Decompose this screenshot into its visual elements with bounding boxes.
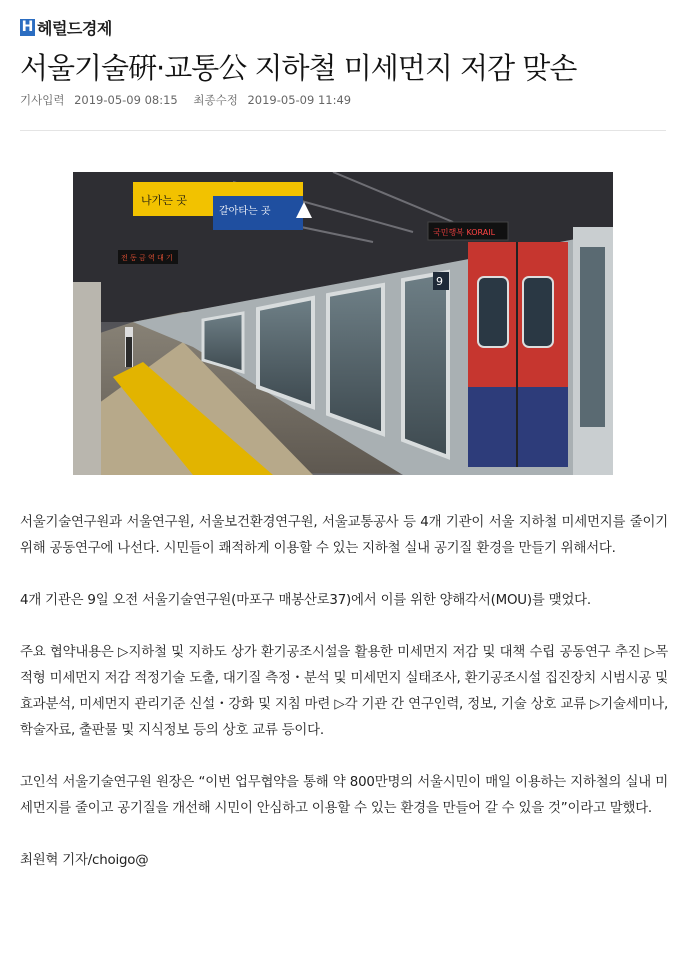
- paragraph: 서울기술연구원과 서울연구원, 서울보건환경연구원, 서울교통공사 등 4개 기관이 서울 지하철 미세먼지를 줄이기 위해 공동연구에 나선다. 시민들이 쾌적하게 이용할 수 있는 지하철 실내 공기질 환경을 만들기 위해서다.: [20, 515, 668, 556]
- paragraph: 주요 협약내용은 ▷지하철 및 지하도 상가 환기공조시설을 활용한 미세먼지 저감 및 대책 수립 공동연구 추진 ▷목적형 미세먼지 저감 적정기술 도출, 대기질 측정・분석 및 미세먼지 실태조사, 환기공조시설 집진장치 시범시공 및 효과분석, 미세먼지 관리기준 신설・강화 및 지침 마련 ▷각 기관 간 연구인력, 정보, 기술 상호 교류 ▷기술세미나, 학술자료, 출판물 및 지식정보 등의 상호 교류 등이다.: [20, 645, 668, 738]
- exit-sign: 나가는 곳: [141, 194, 188, 207]
- modified-time: 2019-05-09 11:49: [247, 93, 352, 107]
- brand-logo[interactable]: [20, 17, 112, 37]
- byline: 최원혁 기자/choigo@: [20, 853, 149, 868]
- train-door: [468, 227, 613, 475]
- door-number: 9: [436, 275, 443, 288]
- korail-sign: 국민행복 KORAIL: [433, 228, 496, 237]
- article-photo: [73, 172, 613, 475]
- info-board: 전 동 금 역 대 기: [121, 254, 173, 262]
- modified-label: 최종수정: [193, 93, 238, 107]
- transfer-sign: 갈아타는 곳: [219, 206, 271, 217]
- article-body: [20, 510, 668, 900]
- paragraph: 4개 기관은 9일 오전 서울기술연구원(마포구 매봉산로37)에서 이를 위한 양해각서(MOU)를 맺었다.: [20, 593, 591, 608]
- paragraph: 고인석 서울기술연구원 원장은 “이번 업무협약을 통해 약 800만명의 서울시민이 매일 이용하는 지하철의 실내 미세먼지를 줄이고 공기질을 개선해 시민이 안심하고 이용할 수 있는 환경을 만들어 갈 수 있을 것”이라고 말했다.: [20, 775, 668, 816]
- logo-mark-icon: H: [21, 19, 34, 35]
- logo-text: 헤럴드경제: [37, 18, 112, 38]
- article-headline: 서울기술硏·교통公 지하철 미세먼지 저감 맞손: [20, 51, 577, 85]
- published-label: 기사입력: [20, 93, 65, 107]
- article-meta: [20, 92, 363, 108]
- published-time: 2019-05-09 08:15: [74, 93, 178, 107]
- header-divider: [20, 130, 666, 131]
- subway-platform-illustration: [73, 172, 613, 475]
